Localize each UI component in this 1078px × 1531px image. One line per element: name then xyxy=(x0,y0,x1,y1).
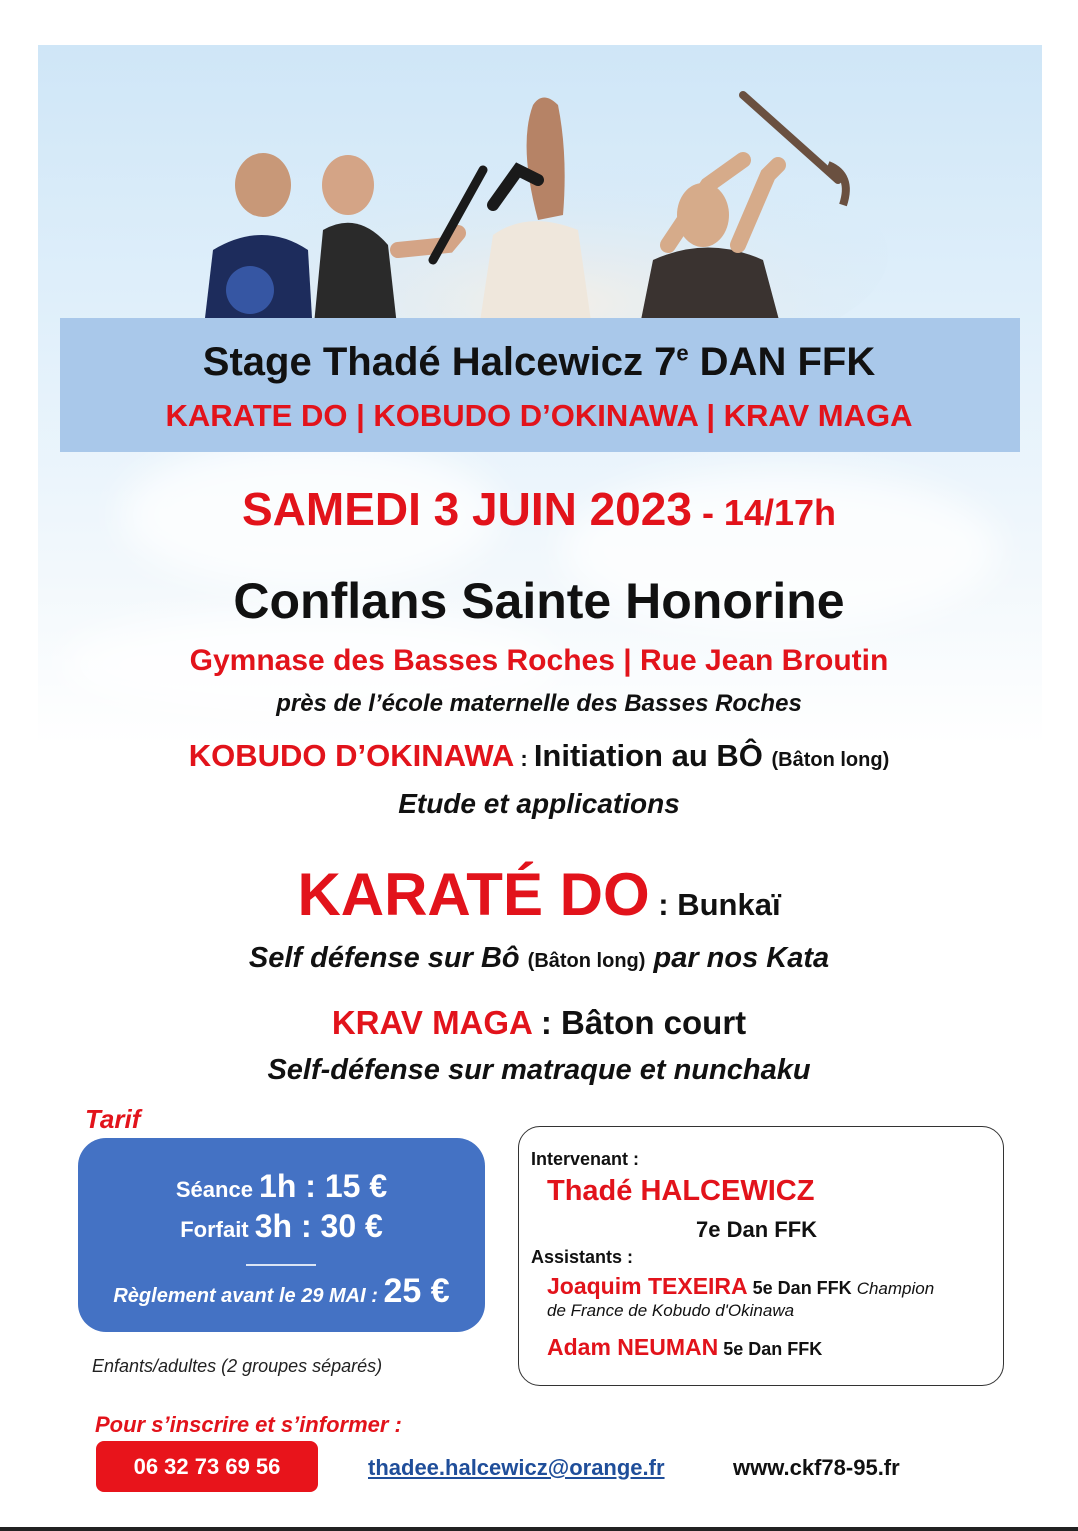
venue-note: près de l’école maternelle des Basses Roches xyxy=(276,690,802,717)
photo-martial-artists xyxy=(38,45,1042,335)
assistant-texeira-note: de France de Kobudo d'Okinawa xyxy=(547,1301,795,1320)
kobudo-detail: Etude et applications xyxy=(398,788,680,819)
page-title: Stage Thadé Halcewicz 7e DAN FFK xyxy=(202,340,876,384)
contact-label: Pour s’inscrire et s’informer : xyxy=(95,1412,402,1437)
assistant-texeira: Joaquim TEXEIRA 5e Dan FFK Champion xyxy=(547,1273,935,1299)
tarif-forfait: Forfait 3h : 30 € xyxy=(180,1208,383,1244)
event-venue: Gymnase des Basses Roches | Rue Jean Broutin xyxy=(189,644,889,677)
lead-instructor: Thadé HALCEWICZ xyxy=(547,1175,815,1207)
bottom-border xyxy=(0,1527,1078,1531)
krav-detail: Self-défense sur matraque et nunchaku xyxy=(267,1054,811,1086)
karate-detail: Self défense sur Bô (Bâton long) par nos Kata xyxy=(248,942,830,974)
email-link[interactable]: thadee.halcewicz@orange.fr xyxy=(368,1455,665,1480)
disciplines-subtitle: KARATE DO | KOBUDO D’OKINAWA | KRAV MAGA xyxy=(165,398,913,433)
intervenant-label: Intervenant : xyxy=(531,1149,640,1169)
tarif-box xyxy=(78,1138,485,1332)
tarif-divider xyxy=(246,1264,316,1266)
website-link[interactable]: www.ckf78-95.fr xyxy=(733,1455,900,1480)
groups-note: Enfants/adultes (2 groupes séparés) xyxy=(92,1356,383,1376)
event-date: SAMEDI 3 JUIN 2023 - 14/17h xyxy=(241,483,837,535)
lead-grade: 7e Dan FFK xyxy=(696,1217,818,1242)
karate-line: KARATÉ DO : Bunkaï xyxy=(297,861,781,928)
event-city: Conflans Sainte Honorine xyxy=(233,573,845,629)
krav-line: KRAV MAGA : Bâton court xyxy=(331,1004,747,1041)
instructors-box xyxy=(518,1126,1004,1386)
tarif-early: Règlement avant le 29 MAI : 25 € xyxy=(113,1272,450,1310)
assistants-label: Assistants : xyxy=(531,1247,634,1267)
kobudo-line: KOBUDO D’OKINAWA : Initiation au BÔ (Bâton long) xyxy=(188,738,890,773)
assistant-neuman: Adam NEUMAN 5e Dan FFK xyxy=(547,1334,823,1360)
tarif-label: Tarif xyxy=(85,1104,141,1134)
tarif-seance: Séance 1h : 15 € xyxy=(175,1168,388,1204)
phone-badge[interactable]: 06 32 73 69 56 xyxy=(96,1441,318,1492)
